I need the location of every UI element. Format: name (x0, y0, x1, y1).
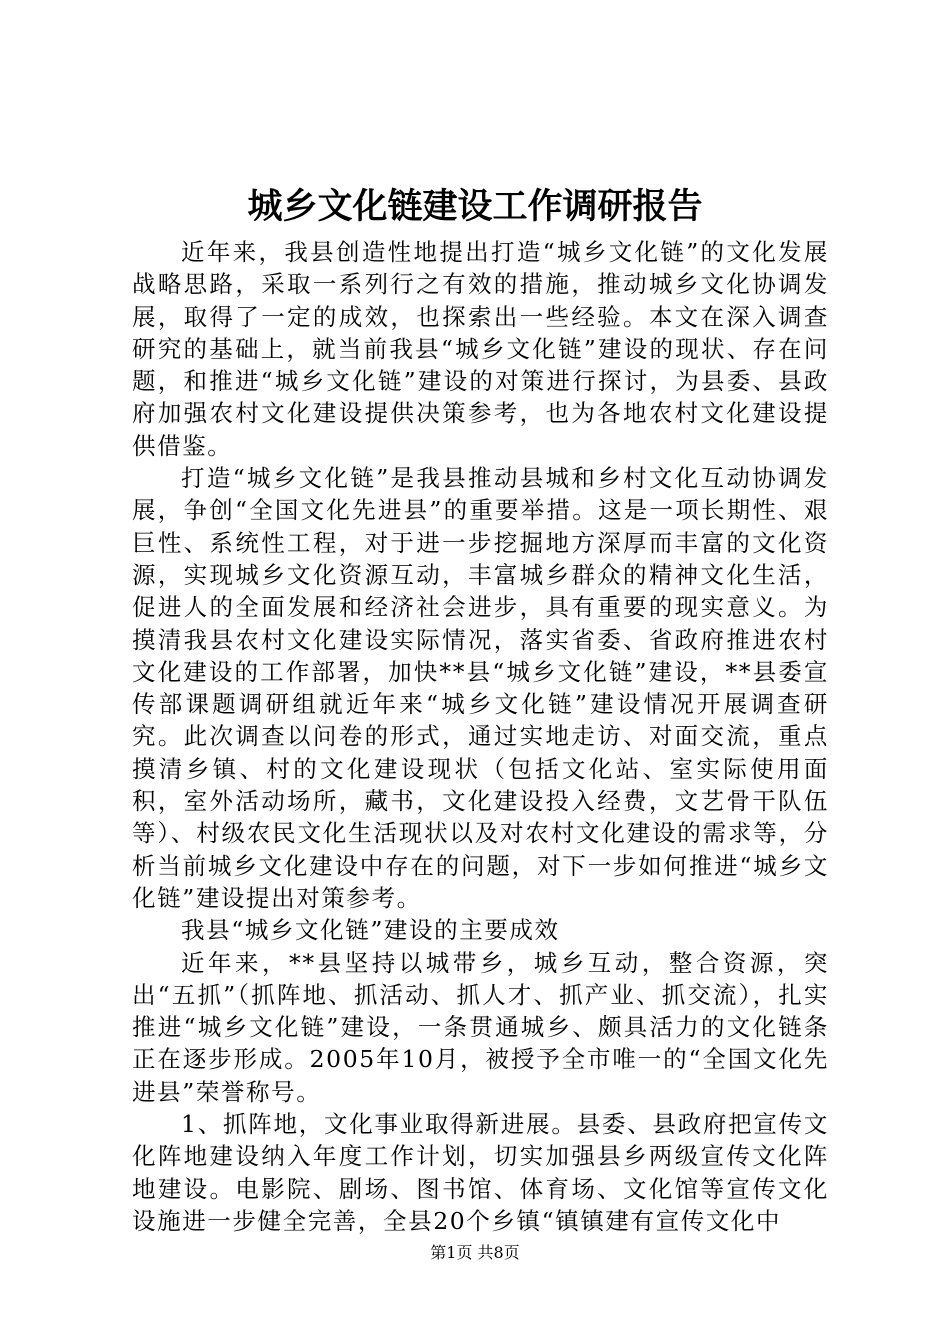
section-heading-achievements: 我县“城乡文化链”建设的主要成效 (181, 916, 560, 945)
paragraph-introduction: 近年来，我县创造性地提出打造“城乡文化链”的文化发展战略思路，采取一系列行之有效的措施，推动城乡文化协调发展，取得了一定的成效，也探索出一些经验。本文在深入调查研究的基础上，就当前我县“城乡文化链”建设的现状、存在问题，和推进“城乡文化链”建设的对策进行探讨，为县委、县政府加强农村文化建设提供决策参考，也为各地农村文化建设提供借鉴。 (132, 238, 829, 460)
document-body (132, 236, 829, 1237)
paragraph-achievements-overview: 近年来，**县坚持以城带乡，城乡互动，整合资源，突出“五抓”（抓阵地、抓活动、抓人才、抓产业、抓交流），扎实推进“城乡文化链”建设，一条贯通城乡、颇具活力的文化链条正在逐步形成。2005年10月，被授予全市唯一的“全国文化先进县”荣誉称号。 (132, 948, 829, 1106)
document-title: 城乡文化链建设工作调研报告 (247, 186, 703, 227)
page-number-footer: 第1页 共8页 (430, 1243, 520, 1262)
paragraph-background: 打造“城乡文化链”是我县推动县城和乡村文化互动协调发展，争创“全国文化先进县”的重要举措。这是一项长期性、艰巨性、系统性工程，对于进一步挖掘地方深厚而丰富的文化资源，实现城乡文化资源互动，丰富城乡群众的精神文化生活，促进人的全面发展和经济社会进步，具有重要的现实意义。为摸清我县农村文化建设实际情况，落实省委、省政府推进农村文化建设的工作部署，加快**县“城乡文化链”建设，**县委宣传部课题调研组就近年来“城乡文化链”建设情况开展调查研究。此次调查以问卷的形式，通过实地走访、对面交流，重点摸清乡镇、村的文化建设现状（包括文化站、室实际使用面积，室外活动场所，藏书，文化建设投入经费，文艺骨干队伍等）、村级农民文化生活现状以及对农村文化建设的需求等，分析当前城乡文化建设中存在的问题，对下一步如何推进“城乡文化链”建设提出对策参考。 (132, 464, 829, 912)
paragraph-item-1: 1、抓阵地，文化事业取得新进展。县委、县政府把宣传文化阵地建设纳入年度工作计划，切实加强县乡两级宣传文化阵地建设。电影院、剧场、图书馆、体育场、文化馆等宣传文化设施进一步健全完善，全县20个乡镇“镇镇建有宣传文化中 (132, 1110, 829, 1235)
